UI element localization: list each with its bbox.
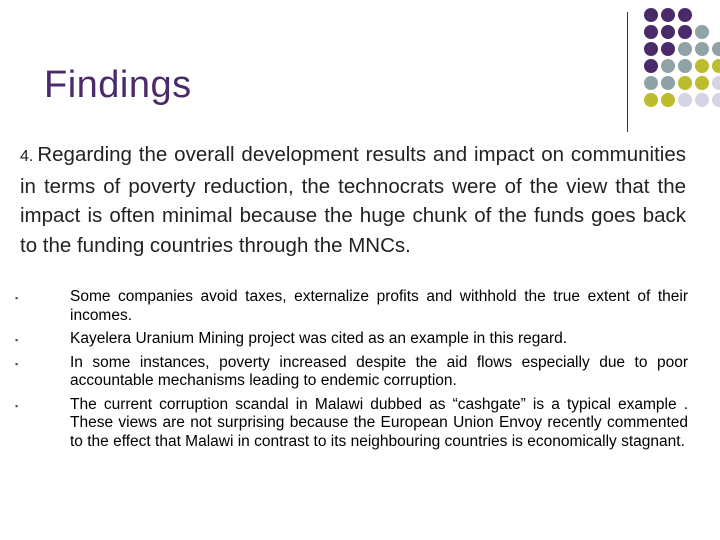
dot: [661, 25, 675, 39]
list-item-text: Some companies avoid taxes, externalize profits and withhold the true extent of their incomes.: [70, 288, 688, 324]
dot: [695, 76, 709, 90]
dot: [661, 93, 675, 107]
dot: [661, 59, 675, 73]
dot: [678, 59, 692, 73]
dot: [644, 42, 658, 56]
dot: [695, 42, 709, 56]
dot: [712, 42, 720, 56]
dot: [644, 8, 658, 22]
dot: [678, 93, 692, 107]
square-bullet-icon: ▪: [15, 293, 19, 303]
decorative-divider: [627, 12, 628, 132]
list-item: [15, 395, 688, 452]
dot: [695, 93, 709, 107]
dot: [678, 76, 692, 90]
list-item-text: Kayelera Uranium Mining project was cited as an example in this regard.: [70, 330, 568, 347]
finding-paragraph: [20, 140, 686, 260]
list-item: [15, 288, 688, 325]
list-item-text: The current corruption scandal in Malawi dubbed as “cashgate” is a typical example . These views are not surprising because the European Union Envoy recently commented to the effect that Malawi in contrast to its neighbouring countries is economically stagnant.: [70, 395, 688, 450]
dot: [695, 59, 709, 73]
square-bullet-icon: ▪: [15, 335, 19, 345]
dot: [678, 8, 692, 22]
dot: [661, 8, 675, 22]
dot: [661, 76, 675, 90]
dot: [661, 42, 675, 56]
square-bullet-icon: ▪: [15, 400, 19, 411]
dot: [695, 25, 709, 39]
dot: [678, 25, 692, 39]
list-item: [15, 330, 688, 349]
dot: [678, 42, 692, 56]
paragraph-text: Regarding the overall development results and impact on communities in terms of poverty reduction, the technocrats were of the view that the impact is often minimal because the huge chunk of the funds goes back to the funding countries through the MNCs.: [20, 143, 686, 257]
dot: [644, 59, 658, 73]
decorative-dot-grid: [640, 8, 720, 108]
dot: [644, 76, 658, 90]
bullet-list: [15, 288, 688, 456]
dot: [644, 25, 658, 39]
dot: [712, 76, 720, 90]
slide-title: Findings: [44, 64, 192, 106]
square-bullet-icon: ▪: [15, 358, 19, 369]
list-item-text: In some instances, poverty increased despite the aid flows especially due to poor accountable mechanisms leading to endemic corruption.: [70, 353, 688, 389]
list-item: [15, 353, 688, 391]
dot: [644, 93, 658, 107]
dot: [712, 93, 720, 107]
dot: [712, 59, 720, 73]
paragraph-number: 4.: [20, 148, 34, 165]
